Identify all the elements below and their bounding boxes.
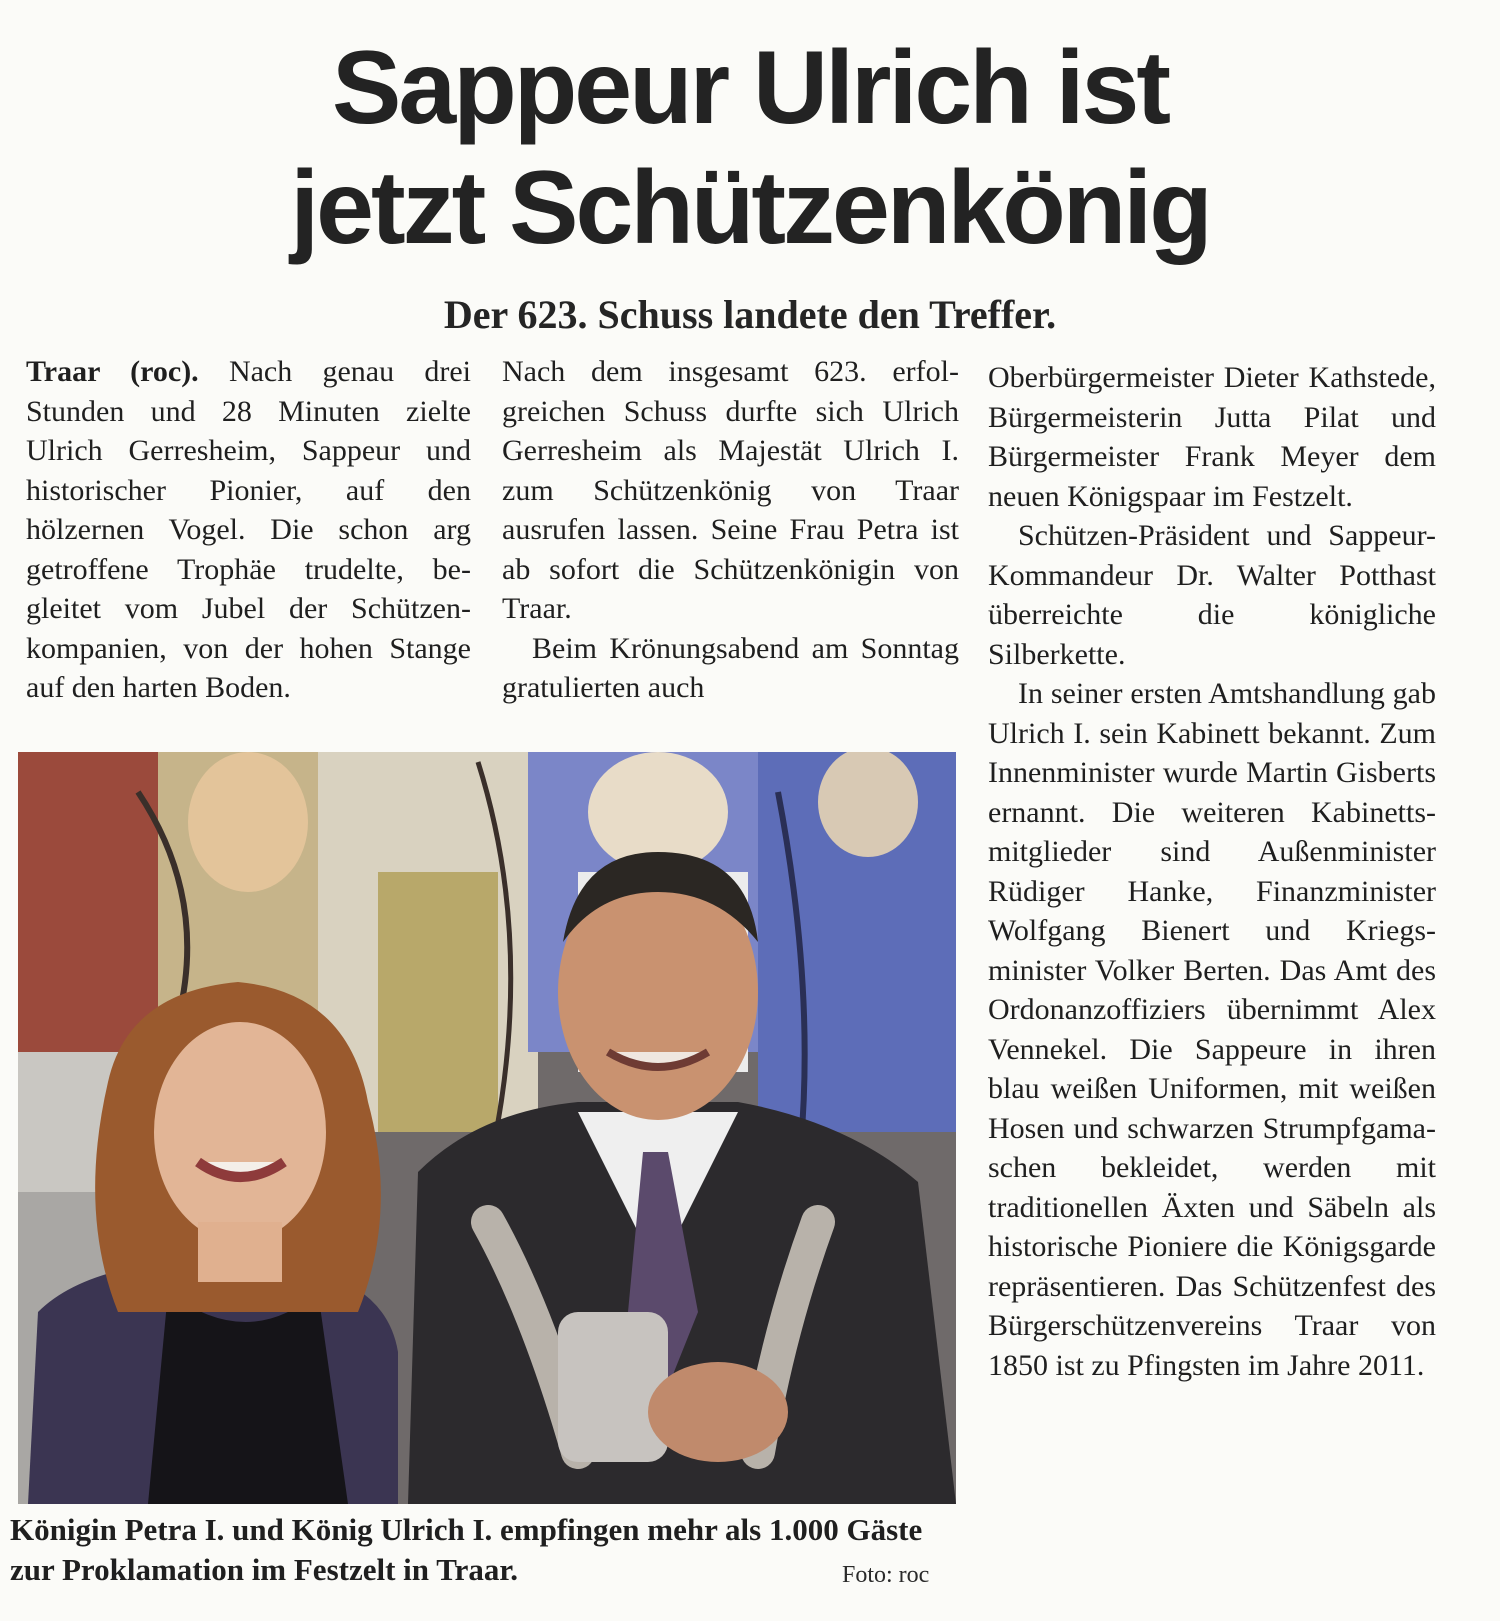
- paragraph: Schützen-Präsident und Sappeur-Kommandeur Dr. Walter Potthast überreichte die königliche Silberkette.: [988, 519, 1436, 671]
- subheadline: Der 623. Schuss landete den Treffer.: [443, 292, 1057, 337]
- headline-line-2: jetzt Schützenkönig: [290, 150, 1210, 266]
- paragraph: In seiner ersten Amtshandlung gab Ulrich I. sein Kabinett bekannt. Zum Innenminister wurde Martin Gisberts ernannt. Die weiteren Kabinettsmitglieder sind Außenminister Rüdiger Hanke, Finanzminister Wolfgang Bienert und Kriegsminister Volker Berten. Das Amt des Ordonanzoffiziers übernimmt Alex Vennekel. Die Sappeure in ihren blau weißen Uniformen, mit weißen Hosen und schwarzen Strumpfgamaschen bekleidet, werden mit traditionellen Äxten und Säbeln als historische Pioniere die Königsgarde repräsentieren. Das Schützenfest des Bürgerschützenvereins Traar von 1850 ist zu Pfingsten im Jahre 2011.: [988, 677, 1436, 1382]
- dateline: Traar (roc).: [26, 355, 199, 388]
- headline: [0, 28, 1500, 268]
- paragraph: Nach dem insgesamt 623. erfolgreichen Schuss durfte sich Ulrich Gerresheim als Majestät Ulrich I. zum Schützenkönig von Traar ausrufen lassen. Seine Frau Petra ist ab sofort die Schützenkönigin von Traar.: [502, 355, 959, 625]
- headline-line-1: Sappeur Ulrich ist: [332, 30, 1168, 146]
- article-column-1: [26, 352, 471, 708]
- paragraph: Oberbürgermeister Dieter Kathstede, Bürgermeisterin Jutta Pilat und Bürgermeister Frank Meyer dem neuen Königspaar im Festzelt.: [988, 361, 1436, 513]
- paragraph: Beim Krönungsabend am Sonntag gratulierten auch: [502, 631, 959, 704]
- article-column-2: [502, 352, 959, 708]
- paragraph: [26, 352, 471, 708]
- article-photo: [18, 752, 956, 1504]
- article-column-3: [988, 358, 1436, 1385]
- backdrop-tower: [18, 752, 158, 1052]
- photo-caption: Königin Petra I. und König Ulrich I. empfingen mehr als 1.000 Gäste zur Proklamation im Festzelt in Traar.: [10, 1512, 923, 1587]
- column-1-text: Nach genau drei Stunden und 28 Minuten zielte Ulrich Gerresheim, Sappeur und historischer Pionier, auf den hölzernen Vogel. Die schon arg getroffene Trophäe trudelte, begleitet vom Jubel der Schützenkompanien, von der hohen Stange auf den harten Boden.: [26, 355, 471, 704]
- photo-credit: Foto: roc: [842, 1562, 930, 1588]
